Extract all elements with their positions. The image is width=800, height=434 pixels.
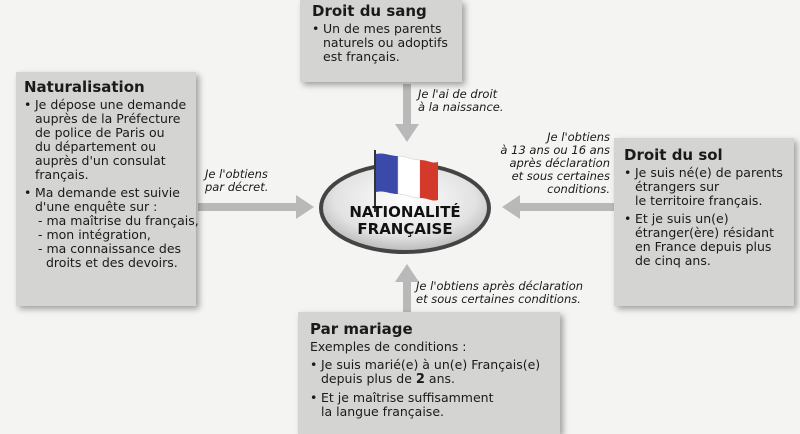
droit-du-sol-title: Droit du sol bbox=[624, 146, 723, 164]
item-line: • Je suis né(e) de parents bbox=[635, 165, 783, 180]
par-mariage-box bbox=[298, 312, 560, 434]
item-line: auprès de la Préfecture bbox=[35, 111, 181, 126]
sub-item: - ma maîtrise du français, bbox=[38, 213, 199, 228]
droit-du-sang-title: Droit du sang bbox=[312, 2, 427, 20]
sub-item: droits et des devoirs. bbox=[46, 255, 178, 270]
caption-line: Je l'obtiens bbox=[547, 130, 610, 144]
par-mariage-intro: Exemples de conditions : bbox=[310, 339, 467, 354]
item-line: • Je dépose une demande bbox=[35, 97, 187, 112]
item-line: étranger(ère) résidant bbox=[635, 225, 775, 240]
item-line: • Et je maîtrise suffisamment bbox=[321, 390, 494, 405]
item-line: • Ma demande est suivie bbox=[35, 185, 180, 200]
center-label bbox=[318, 204, 492, 238]
item-line: de police de Paris ou bbox=[35, 125, 165, 140]
droit-du-sol-item-1 bbox=[624, 166, 786, 208]
par-mariage-caption bbox=[416, 280, 583, 306]
item-line: le territoire français. bbox=[635, 193, 763, 208]
caption-line: et sous certaines bbox=[511, 169, 610, 183]
years-number: 2 bbox=[415, 372, 425, 387]
item-line: la langue française. bbox=[321, 404, 444, 419]
item-text: depuis plus de bbox=[321, 371, 412, 386]
item-line bbox=[321, 372, 550, 387]
droit-du-sol-caption bbox=[500, 131, 610, 196]
caption-line: Je l'obtiens bbox=[205, 167, 268, 181]
droit-du-sang-box bbox=[300, 0, 462, 82]
item-line: étrangers sur bbox=[635, 179, 720, 194]
naturalisation-caption bbox=[205, 168, 268, 194]
center-label-line-1: NATIONALITÉ bbox=[349, 203, 461, 221]
par-mariage-item-2 bbox=[310, 391, 550, 419]
naturalisation-box bbox=[16, 72, 199, 306]
item-line: de cinq ans. bbox=[635, 253, 711, 268]
nationalite-francaise-node bbox=[318, 146, 492, 256]
droit-du-sang-item-text: Un de mes parents naturels ou adoptifs est français. bbox=[323, 21, 448, 64]
naturalisation-item-1 bbox=[24, 98, 188, 182]
center-ellipse bbox=[318, 146, 492, 256]
naturalisation-title: Naturalisation bbox=[24, 78, 145, 96]
item-line: français. bbox=[35, 167, 89, 182]
item-line: • Et je suis un(e) bbox=[635, 211, 729, 226]
center-label-line-2: FRANÇAISE bbox=[357, 220, 453, 238]
caption-line: Je l'ai de droit bbox=[418, 87, 498, 101]
naturalisation-subitems bbox=[35, 213, 199, 270]
sub-item: - mon intégration, bbox=[38, 227, 151, 242]
droit-du-sang-caption bbox=[418, 88, 504, 114]
caption-line: conditions. bbox=[547, 182, 610, 196]
caption-line: et sous certaines conditions. bbox=[416, 292, 581, 306]
naturalisation-item-2 bbox=[24, 185, 199, 270]
arrow-from-naturalisation bbox=[198, 195, 314, 219]
caption-line: à la naissance. bbox=[418, 100, 504, 114]
item-line: • Je suis marié(e) à un(e) Français(e) bbox=[321, 357, 541, 372]
droit-du-sol-item-2 bbox=[624, 212, 786, 268]
item-text: ans. bbox=[428, 371, 455, 386]
caption-line: à 13 ans ou 16 ans bbox=[500, 143, 610, 157]
item-line: auprès d'un consulat bbox=[35, 153, 166, 168]
par-mariage-item-1 bbox=[310, 358, 550, 387]
arrow-from-droit-du-sang bbox=[395, 84, 419, 142]
item-line: d'une enquête sur : bbox=[35, 199, 158, 214]
droit-du-sang-item bbox=[312, 22, 452, 64]
item-line: du département ou bbox=[35, 139, 157, 154]
droit-du-sol-box bbox=[614, 138, 794, 306]
par-mariage-title: Par mariage bbox=[310, 320, 413, 338]
arrow-from-droit-du-sol bbox=[502, 195, 614, 219]
caption-line: après déclaration bbox=[509, 156, 610, 170]
caption-line: Je l'obtiens après déclaration bbox=[416, 279, 584, 293]
caption-line: par décret. bbox=[205, 180, 269, 194]
item-line: en France depuis plus bbox=[635, 239, 772, 254]
sub-item: - ma connaissance des bbox=[38, 241, 182, 256]
